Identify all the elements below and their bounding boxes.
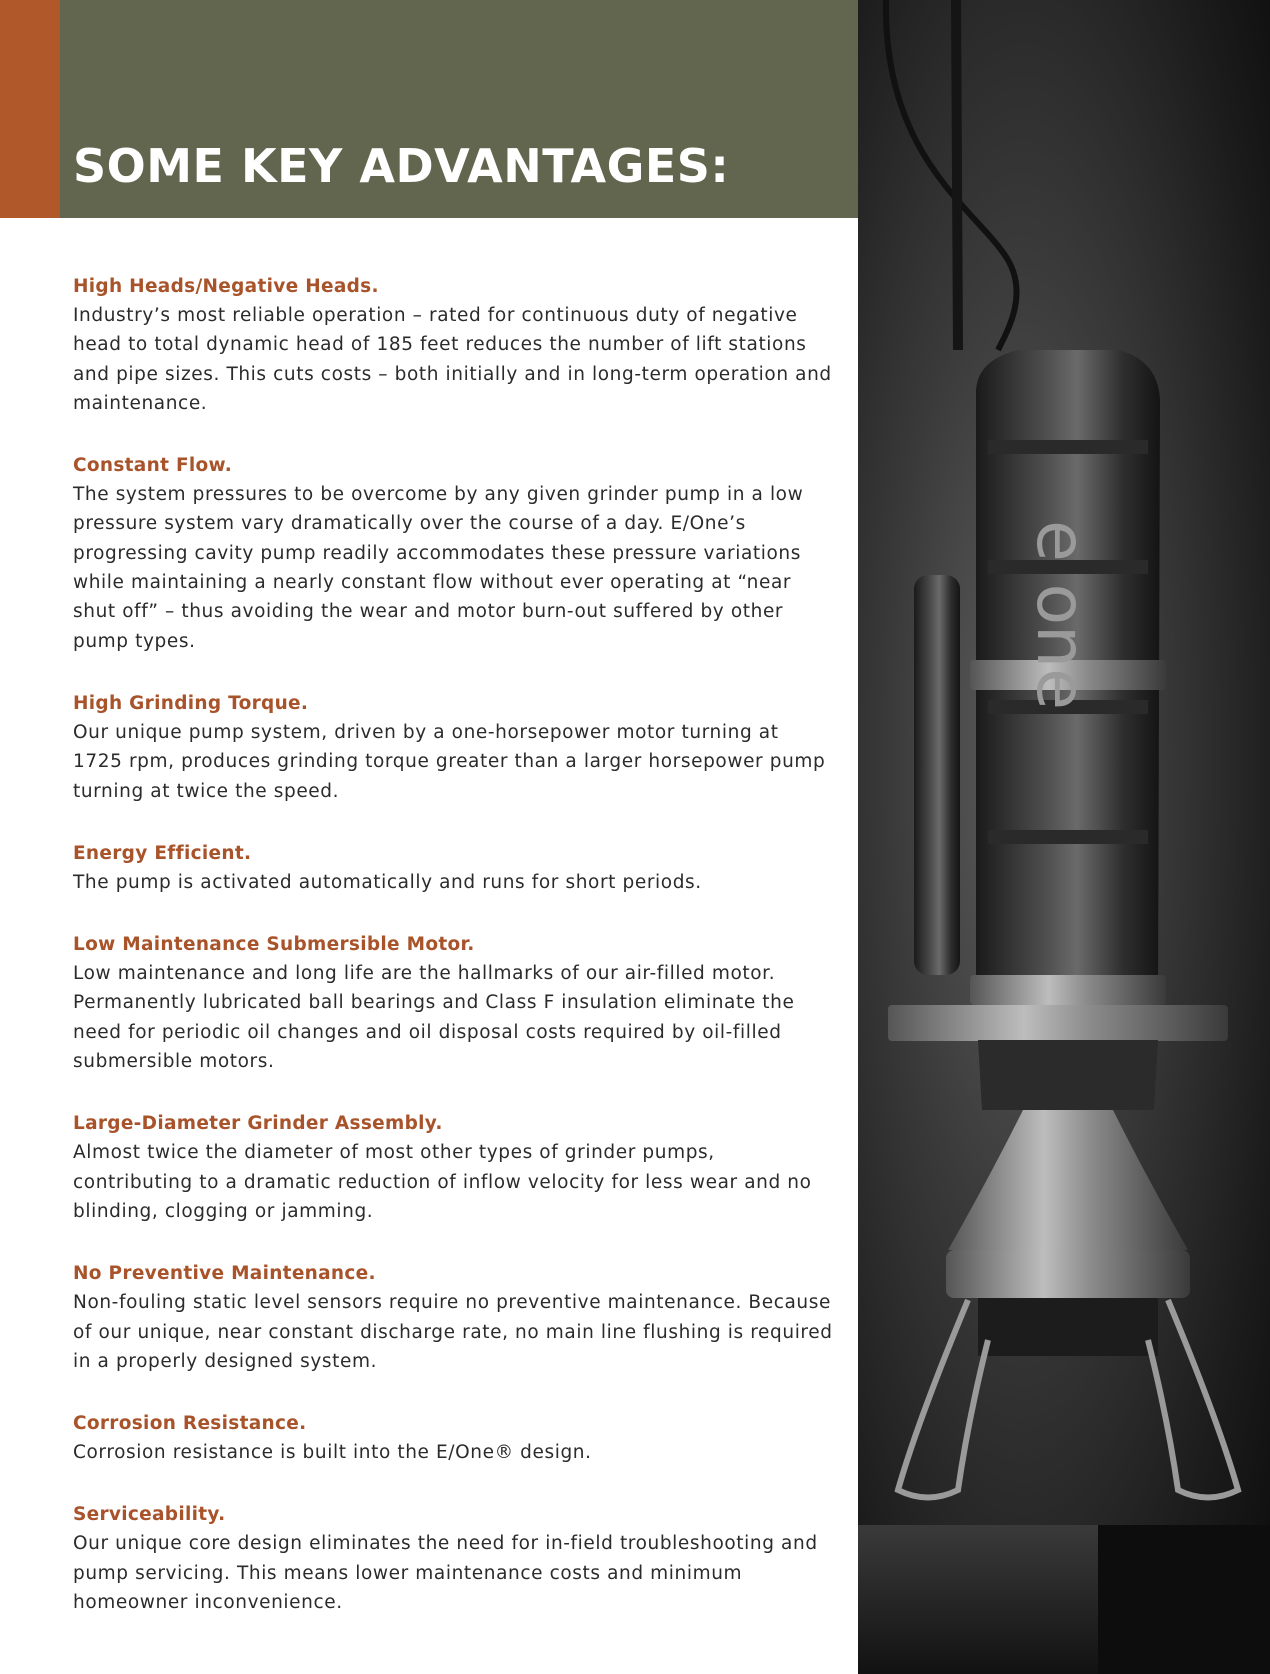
power-cable xyxy=(886,0,1017,350)
grinder-inlet xyxy=(978,1298,1158,1356)
advantage-section xyxy=(73,930,833,1076)
section-heading: No Preventive Maintenance. xyxy=(73,1263,376,1285)
grinder-housing xyxy=(948,1110,1188,1250)
eone-logo: e one xyxy=(1021,520,1100,710)
section-body: The pump is activated automatically and runs for short periods. xyxy=(73,871,702,893)
grinder-flange xyxy=(946,1250,1190,1298)
section-heading: Serviceability. xyxy=(73,1504,226,1526)
mounting-plate xyxy=(888,1005,1228,1041)
support-leg xyxy=(898,1300,988,1498)
pump-photo xyxy=(858,0,1270,1674)
discharge-pipe xyxy=(914,575,960,975)
section-heading: High Heads/Negative Heads. xyxy=(73,276,379,297)
section-body: Industry’s most reliable operation – rated for continuous duty of negative head to total dynamic head of 185 feet reduces the number of lift stations and pipe sizes. This cuts costs – both initially and in long-term operation and maintenance. xyxy=(73,305,832,414)
advantage-section xyxy=(73,839,833,897)
accent-bar xyxy=(0,0,60,218)
section-heading: Low Maintenance Submersible Motor. xyxy=(73,934,475,956)
section-heading: Corrosion Resistance. xyxy=(73,1413,307,1435)
section-heading: Large-Diameter Grinder Assembly. xyxy=(73,1113,443,1135)
section-heading: Energy Efficient. xyxy=(73,842,252,864)
advantage-section xyxy=(73,272,833,418)
section-body: The system pressures to be overcome by any given grinder pump in a low pressure system vary dramatically over the course of a day. E/One’s progressing cavity pump readily accommodates these pressure variations while maintaining a nearly constant flow without ever operating at “near shut off” – thus avoiding the wear and motor burn-out suffered by other pump types. xyxy=(73,484,804,652)
section-body: Our unique pump system, driven by a one-horsepower motor turning at 1725 rpm, produces grinding torque greater than a larger horsepower pump turning at twice the speed. xyxy=(73,721,826,802)
advantage-section xyxy=(73,1409,833,1467)
section-body: Corrosion resistance is built into the E/One® design. xyxy=(73,1442,592,1464)
grinder-pump-illustration xyxy=(858,0,1270,1674)
advantage-section xyxy=(73,1259,833,1376)
section-heading: High Grinding Torque. xyxy=(73,692,309,714)
lift-cable xyxy=(956,0,958,350)
advantage-section xyxy=(73,451,833,656)
section-heading: Constant Flow. xyxy=(73,455,233,477)
advantage-section xyxy=(73,1500,833,1617)
section-body: Low maintenance and long life are the hallmarks of our air-filled motor. Permanently lubricated ball bearings and Class F insulation eliminate the need for periodic oil changes and oil disposal costs required by oil-filled submersible motors. xyxy=(73,963,795,1073)
advantages-list xyxy=(73,272,833,1650)
section-body: Almost twice the diameter of most other types of grinder pumps, contributing to a dramatic reduction of inflow velocity for less wear and no blinding, clogging or jamming. xyxy=(73,1142,812,1222)
pedestal-shadow xyxy=(1098,1525,1270,1674)
page-title: SOME KEY ADVANTAGES: xyxy=(73,139,730,193)
housing-rib xyxy=(988,440,1148,454)
clamp-bracket xyxy=(970,975,1166,1005)
pump-neck xyxy=(978,1040,1158,1110)
section-body: Non-fouling static level sensors require no preventive maintenance. Because of our unique, near constant discharge rate, no main line flushing is required in a properly designed system. xyxy=(73,1292,833,1372)
advantage-section xyxy=(73,1109,833,1226)
housing-rib xyxy=(988,830,1148,844)
advantage-section xyxy=(73,689,833,806)
section-body: Our unique core design eliminates the need for in-field troubleshooting and pump servicing. This means lower maintenance costs and minimum homeowner inconvenience. xyxy=(73,1533,818,1614)
support-leg xyxy=(1148,1300,1238,1498)
